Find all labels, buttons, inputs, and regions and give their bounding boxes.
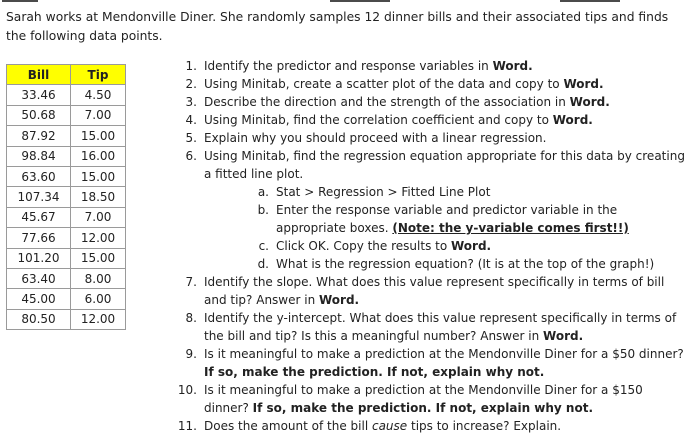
- step-text: [276, 255, 686, 273]
- step-text-run: cause: [371, 419, 408, 433]
- bill-cell: 101.20: [7, 248, 71, 268]
- table-row: [7, 166, 126, 186]
- table-header-row: [7, 65, 126, 85]
- table-row: [7, 309, 126, 329]
- tip-cell: 7.00: [71, 105, 126, 125]
- step-item: [176, 309, 686, 345]
- table-row: [7, 187, 126, 207]
- step-text: [204, 273, 686, 309]
- table-row: [7, 248, 126, 268]
- step-text-run: Identify the predictor and response variables in: [204, 59, 493, 73]
- step-text-run: Is it meaningful to make a prediction at the Mendonville Diner for a $50 dinner?: [204, 347, 684, 361]
- step-item: [176, 381, 686, 417]
- column-header-bill: Bill: [7, 65, 71, 85]
- step-text-run: Stat > Regression > Fitted Line Plot: [276, 185, 491, 199]
- step-text-run: Word.: [492, 59, 533, 73]
- bill-cell: 63.40: [7, 268, 71, 288]
- step-text-run: Identify the y-intercept. What does this value represent specifically in terms of the bill and tip? Is this a meaningful number? Answer in: [204, 311, 677, 343]
- tip-cell: 12.00: [71, 309, 126, 329]
- step-text-run: Does the amount of the bill: [204, 419, 372, 433]
- data-table: [6, 64, 126, 330]
- step-number: 8.: [185, 311, 197, 325]
- step-number: 6.: [185, 149, 197, 163]
- step-text: [204, 417, 686, 435]
- step-text-run: Using Minitab, find the regression equation appropriate for this data by creating a fitted line plot.: [204, 149, 685, 181]
- step-number: a.: [257, 185, 269, 199]
- bill-cell: 63.60: [7, 166, 71, 186]
- step-number: 11.: [177, 419, 197, 433]
- table-row: [7, 105, 126, 125]
- step-text: [204, 93, 686, 111]
- step-number: 3.: [185, 95, 197, 109]
- bill-cell: 87.92: [7, 126, 71, 146]
- tip-cell: 7.00: [71, 207, 126, 227]
- step-item: [176, 57, 686, 75]
- step-number: 4.: [185, 113, 197, 127]
- step-text: [204, 147, 686, 183]
- step-text-run: Is it meaningful to make a prediction at the Mendonville Diner for a $150 dinner?: [204, 383, 643, 415]
- table-row: [7, 228, 126, 248]
- step-text-run: (Note: the y-variable comes first!!): [392, 221, 629, 235]
- step-text-run: tips to increase? Explain.: [407, 419, 562, 433]
- step-number: b.: [257, 203, 269, 217]
- step-text-run: Word.: [451, 239, 492, 253]
- step-text-run: Word.: [552, 113, 593, 127]
- step-text-run: What is the regression equation? (It is at the top of the graph!): [276, 257, 655, 271]
- step-text: [204, 381, 686, 417]
- step-text: [276, 183, 686, 201]
- step-text: [204, 129, 686, 147]
- step-text-run: Identify the slope. What does this value represent specifically in terms of bill and tip? Answer in: [204, 275, 665, 307]
- sub-step-item: [248, 201, 686, 237]
- step-text-run: Describe the direction and the strength of the association in: [204, 95, 570, 109]
- step-item: [176, 147, 686, 183]
- step-number: 5.: [185, 131, 197, 145]
- top-rule: [0, 0, 697, 4]
- step-number: 2.: [185, 77, 197, 91]
- intro-paragraph: Sarah works at Mendonville Diner. She randomly samples 12 dinner bills and their associated tips and finds the following data points.: [6, 10, 669, 43]
- step-item: [176, 345, 686, 381]
- table-row: [7, 146, 126, 166]
- step-number: 10.: [177, 383, 197, 397]
- tip-cell: 8.00: [71, 268, 126, 288]
- bill-cell: 45.67: [7, 207, 71, 227]
- step-item: [176, 273, 686, 309]
- step-text-run: Word.: [319, 293, 360, 307]
- step-text: [204, 309, 686, 345]
- step-text: [204, 111, 686, 129]
- step-number: c.: [258, 239, 269, 253]
- step-text: [204, 57, 686, 75]
- step-number: 9.: [185, 347, 197, 361]
- step-text: [204, 75, 686, 93]
- bill-cell: 77.66: [7, 228, 71, 248]
- tip-cell: 15.00: [71, 126, 126, 146]
- instruction-list: [176, 57, 686, 435]
- tip-cell: 15.00: [71, 166, 126, 186]
- column-header-tip: Tip: [71, 65, 126, 85]
- step-text: [276, 237, 686, 255]
- step-item: [176, 93, 686, 111]
- tip-cell: 12.00: [71, 228, 126, 248]
- table-row: [7, 126, 126, 146]
- bill-cell: 33.46: [7, 85, 71, 105]
- tip-cell: 6.00: [71, 289, 126, 309]
- sub-step-item: [248, 237, 686, 255]
- step-text-run: Enter the response variable and predictor variable in the appropriate boxes.: [276, 203, 618, 235]
- table-row: [7, 207, 126, 227]
- step-number: 7.: [185, 275, 197, 289]
- tip-cell: 18.50: [71, 187, 126, 207]
- step-item: [176, 129, 686, 147]
- tip-cell: 16.00: [71, 146, 126, 166]
- step-number: 1.: [185, 59, 197, 73]
- step-item: [176, 75, 686, 93]
- bill-cell: 107.34: [7, 187, 71, 207]
- bill-cell: 80.50: [7, 309, 71, 329]
- bill-cell: 45.00: [7, 289, 71, 309]
- tip-cell: 4.50: [71, 85, 126, 105]
- bill-cell: 50.68: [7, 105, 71, 125]
- step-text-run: Word.: [569, 95, 610, 109]
- step-text-run: If so, make the prediction. If not, explain why not.: [252, 401, 594, 415]
- step-text: [276, 201, 686, 237]
- tip-cell: 15.00: [71, 248, 126, 268]
- step-item: [176, 111, 686, 129]
- step-text-run: Click OK. Copy the results to: [276, 239, 451, 253]
- table-row: [7, 268, 126, 288]
- sub-step-item: [248, 255, 686, 273]
- step-text-run: Explain why you should proceed with a linear regression.: [204, 131, 547, 145]
- step-text-run: Using Minitab, find the correlation coefficient and copy to: [204, 113, 553, 127]
- step-number: d.: [257, 257, 269, 271]
- step-text: [204, 345, 686, 381]
- step-text-run: Using Minitab, create a scatter plot of the data and copy to: [204, 77, 564, 91]
- sub-step-item: [248, 183, 686, 201]
- step-text-run: Word.: [563, 77, 604, 91]
- bill-cell: 98.84: [7, 146, 71, 166]
- table-row: [7, 85, 126, 105]
- step-text-run: Word.: [543, 329, 584, 343]
- step-item: [176, 417, 686, 435]
- table-row: [7, 289, 126, 309]
- step-text-run: If so, make the prediction. If not, explain why not.: [204, 365, 545, 379]
